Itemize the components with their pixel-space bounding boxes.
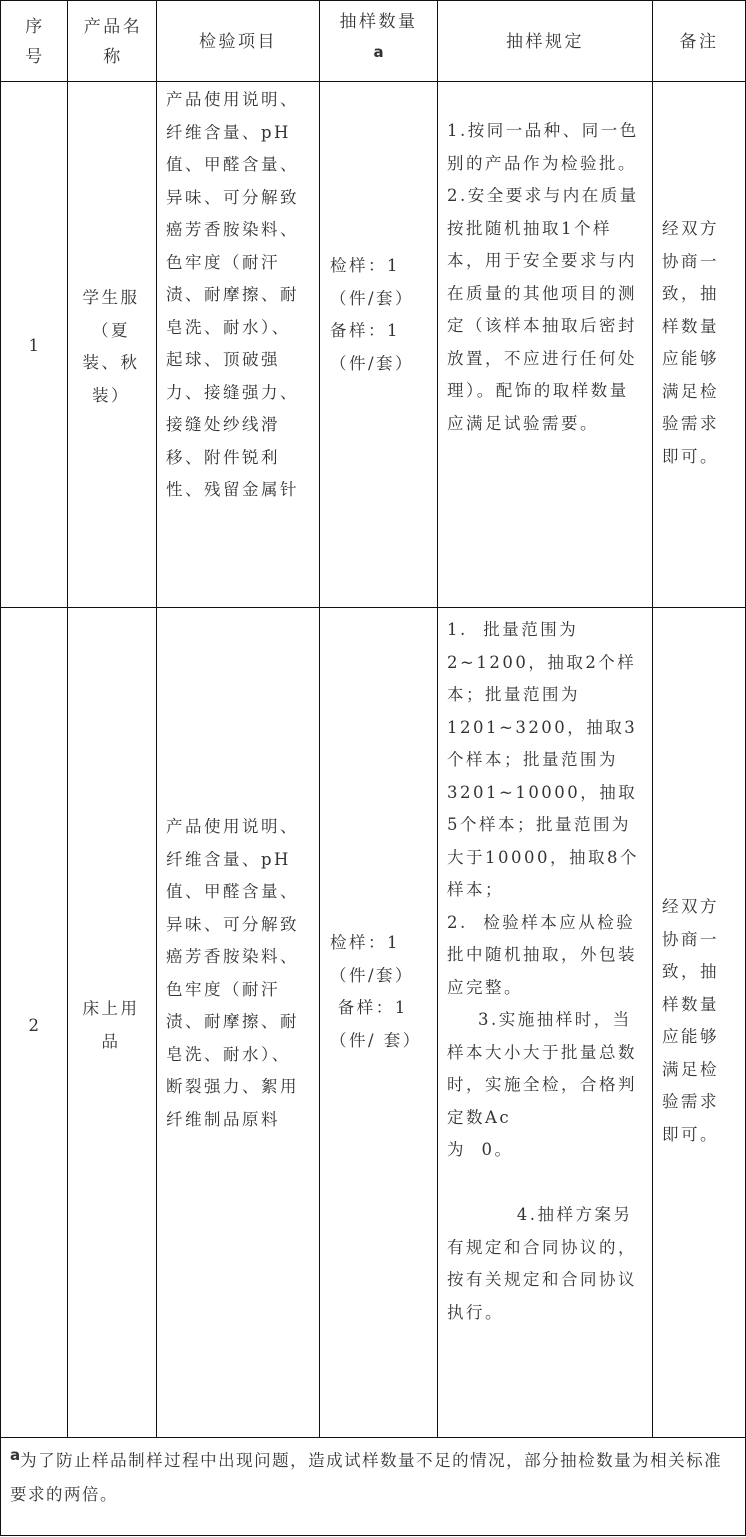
col-divider-2 <box>156 0 157 1438</box>
col-divider-1 <box>67 0 68 1438</box>
col-divider-4 <box>437 0 438 1438</box>
col-divider-5 <box>652 0 653 1438</box>
header-note <box>653 10 745 74</box>
header-bottom-border <box>0 81 746 82</box>
header-name-text: 产品名称 <box>83 17 143 67</box>
header-items <box>157 10 319 74</box>
header-name <box>76 10 150 74</box>
header-items-text: 检验项目 <box>199 31 277 52</box>
row1-bottom-border <box>0 607 746 608</box>
col-divider-3 <box>319 0 320 1438</box>
row1-qty: 检样：1（件/套） 备样：1（件/套） <box>330 256 415 373</box>
header-seq <box>20 10 50 74</box>
table-bottom-border <box>0 1535 746 1536</box>
footnote-mark: a <box>10 1446 21 1464</box>
header-qty-superscript: a <box>373 43 384 61</box>
row1-seq: 1 <box>28 336 42 355</box>
table-left-border <box>0 0 1 1536</box>
header-qty-text: 抽样数量 <box>339 12 418 32</box>
row1-note: 经双方协商一致，抽样数量应能够满足检验需求即可。 <box>662 219 719 466</box>
footnote-text: 为了防止样品制样过程中出现问题，造成试样数量不足的情况，部分抽检数量为相关标准要求的两倍。 <box>10 1451 723 1504</box>
row1-rule: 1.按同一品种、同一色别的产品作为检验批。 2.安全要求与内在质量按批随机抽取1个样本，用于安全要求与内在质量的其他项目的测定（该样本抽取后密封放置，不应进行任何处理）。配饰的取样数量应满足试验需要。 <box>447 121 639 433</box>
row2-note: 经双方协商一致，抽样数量应能够满足检验需求即可。 <box>662 897 719 1144</box>
footnote <box>10 1444 736 1511</box>
row2-seq: 2 <box>28 1016 42 1035</box>
row2-bottom-border <box>0 1437 746 1438</box>
header-rule <box>438 10 652 74</box>
header-qty <box>320 7 437 67</box>
row1-items: 产品使用说明、纤维含量、pH值、甲醛含量、异味、可分解致癌芳香胺染料、色牢度（耐汗渍、耐摩擦、耐皂洗、耐水）、起球、顶破强力、接缝强力、接缝处纱线滑移、附件锐利性、残留金属针 <box>166 90 299 499</box>
table-top-border <box>0 0 746 1</box>
row2-name: 床上用品 <box>82 999 140 1051</box>
row2-qty: 检样：1（件/套） 备样：1 （件/ 套） <box>330 933 422 1050</box>
header-note-text: 备注 <box>679 31 719 52</box>
row2-items: 产品使用说明、纤维含量、pH值、甲醛含量、异味、可分解致癌芳香胺染料、色牢度（耐汗渍、耐摩擦、耐皂洗、耐水）、断裂强力、絮用纤维制品原料 <box>166 817 299 1129</box>
header-rule-text: 抽样规定 <box>506 31 584 52</box>
row2-rule: 1. 批量范围为2~1200，抽取2个样本；批量范围为1201~3200，抽取3个样本；批量范围为3201~10000，抽取5个样本；批量范围为大于10000，抽取8个样本； 2. 检验样本应从检验批中随机抽取，外包装应完整。 3.实施抽样时，当样本大小大于批量总数时，实施全检，合格判定数Ac 为 0。 4.抽样方案另有规定和合同协议的，按有关规定和合同协议执行。 <box>447 620 639 1322</box>
header-seq-text: 序号 <box>25 17 45 67</box>
row1-name: 学生服（夏装、秋装） <box>82 288 140 405</box>
